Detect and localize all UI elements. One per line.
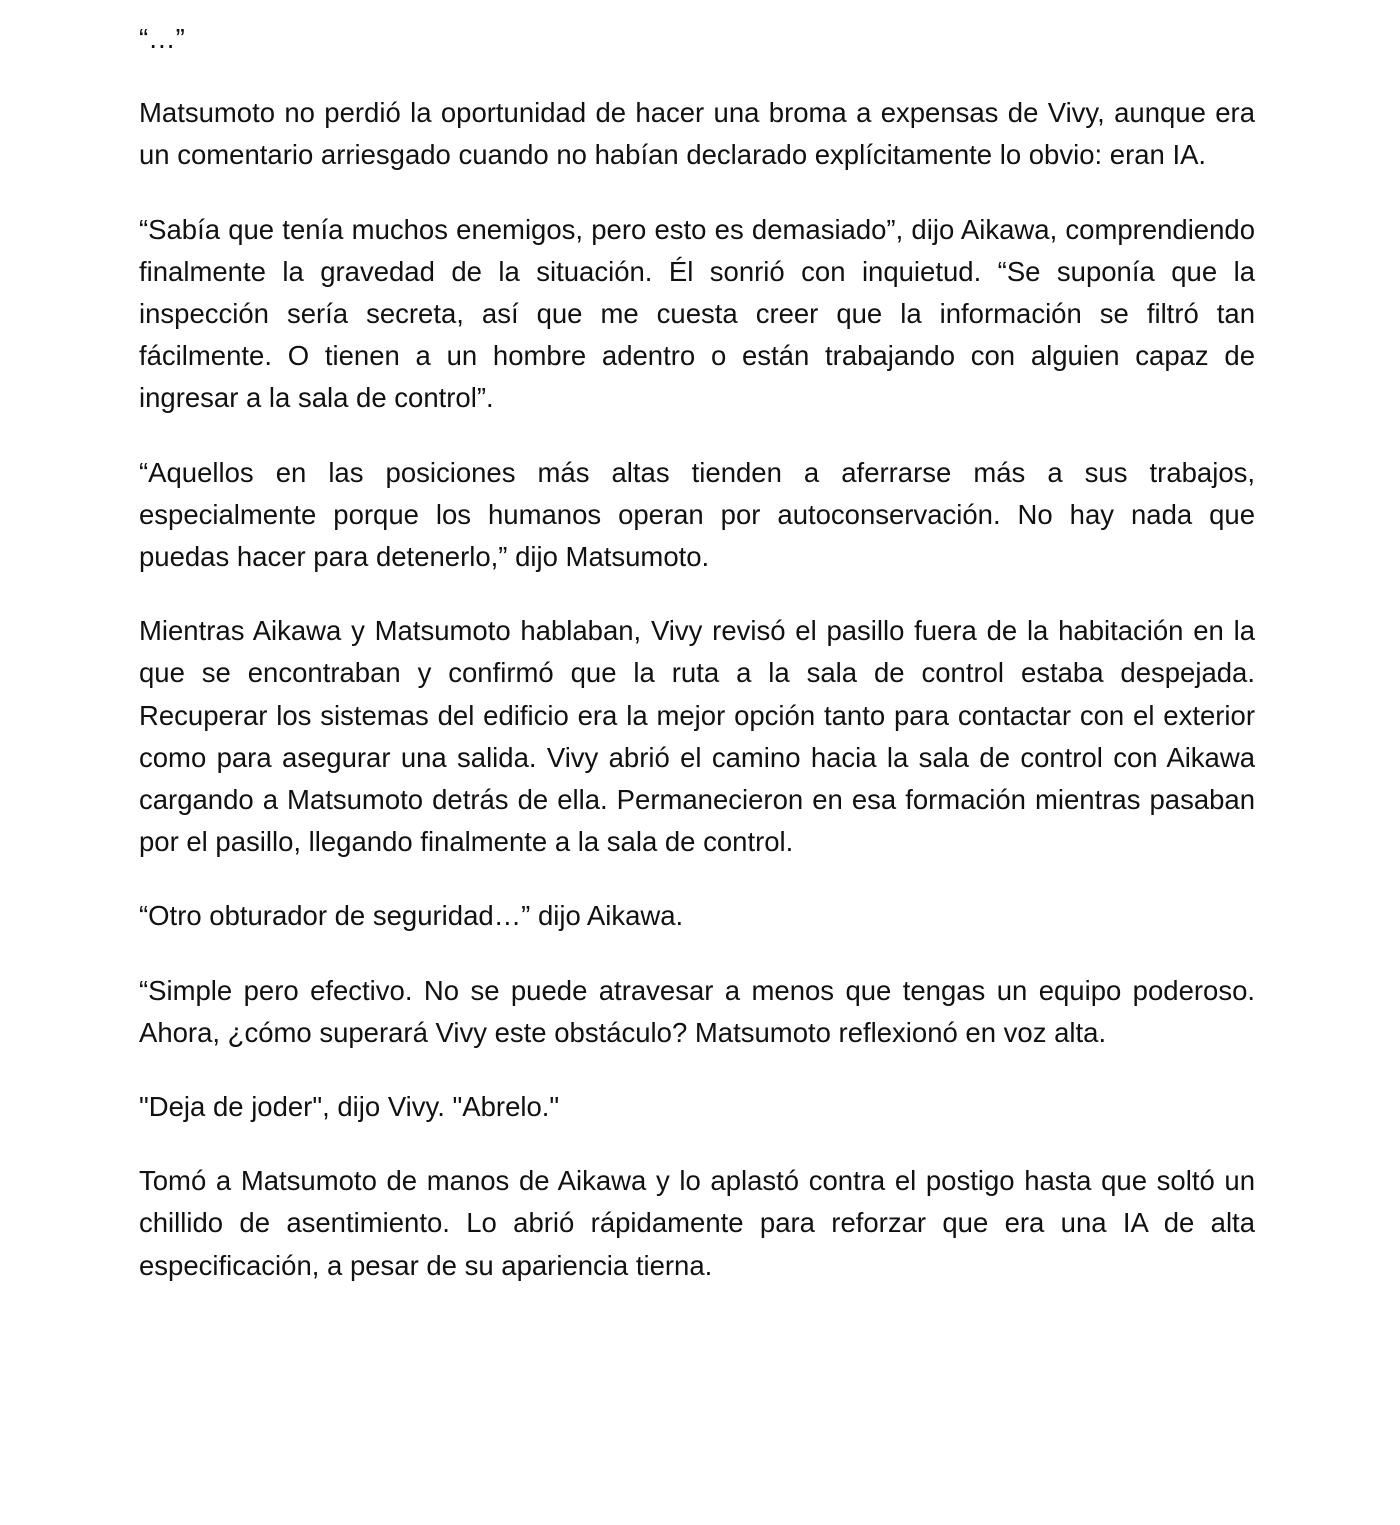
document-body xyxy=(139,18,1255,1319)
paragraph: “Simple pero efectivo. No se puede atravesar a menos que tengas un equipo poderoso. Ahora, ¿cómo superará Vivy este obstáculo? Matsumoto reflexionó en voz alta. xyxy=(139,974,1255,1048)
paragraph: “Aquellos en las posiciones más altas tienden a aferrarse más a sus trabajos, especialmente porque los humanos operan por autoconservación. No hay nada que puedas hacer para detenerlo,” dijo Matsumoto. xyxy=(139,456,1255,573)
paragraph: Tomó a Matsumoto de manos de Aikawa y lo aplastó contra el postigo hasta que soltó un chillido de asentimiento. Lo abrió rápidamente para reforzar que era una IA de alta especificación, a pesar de su apariencia tierna. xyxy=(139,1165,1255,1281)
paragraph: Matsumoto no perdió la oportunidad de hacer una broma a expensas de Vivy, aunque era un comentario arriesgado cuando no habían declarado explícitamente lo obvio: eran IA. xyxy=(139,97,1255,171)
paragraph-ellipsis: “…” xyxy=(139,23,185,54)
paragraph: “Sabía que tenía muchos enemigos, pero esto es demasiado”, dijo Aikawa, comprendiendo finalmente la gravedad de la situación. Él sonrió con inquietud. “Se suponía que la inspección sería secreta, así que me cuesta creer que la información se filtró tan fácilmente. O tienen a un hombre adentro o están trabajando con alguien capaz de ingresar a la sala de control”. xyxy=(139,213,1255,414)
paragraph: "Deja de joder", dijo Vivy. "Abrelo." xyxy=(139,1091,560,1123)
paragraph: Mientras Aikawa y Matsumoto hablaban, Vivy revisó el pasillo fuera de la habitación en la que se encontraban y confirmó que la ruta a la sala de control estaba despejada. Recuperar los sistemas del edificio era la mejor opción tanto para contactar con el exterior como para asegurar una salida. Vivy abrió el camino hacia la sala de control con Aikawa cargando a Matsumoto detrás de ella. Permanecieron en esa formación mientras pasaban por el pasillo, llegando finalmente a la sala de control. xyxy=(139,615,1255,858)
paragraph: “Otro obturador de seguridad…” dijo Aikawa. xyxy=(139,900,684,932)
